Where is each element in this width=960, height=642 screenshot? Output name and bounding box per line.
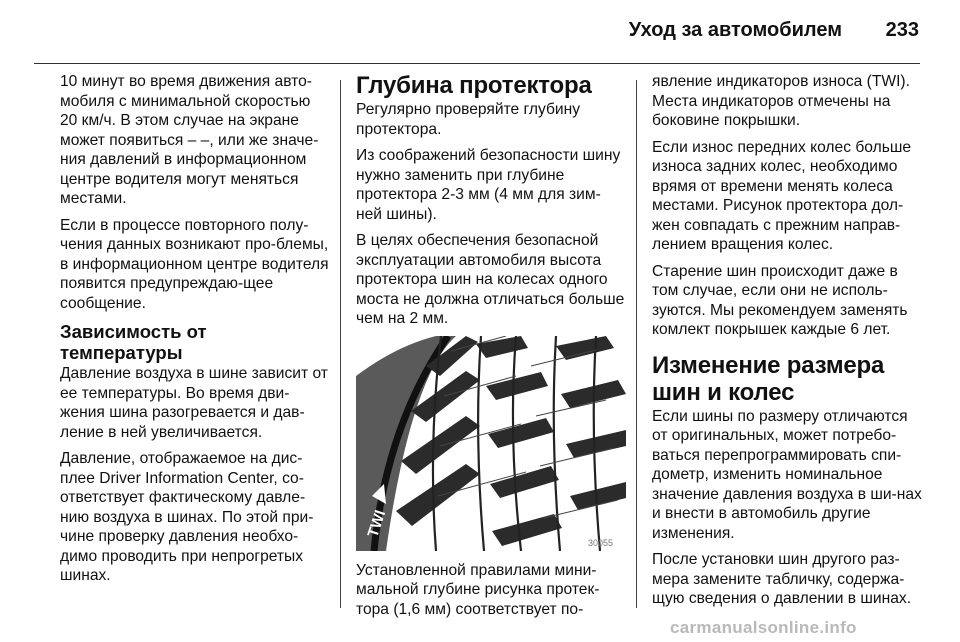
paragraph: Установленной правилами мини-мальной глубине рисунка протек-тора (1,6 мм) соответствует по-	[356, 561, 600, 618]
paragraph: Давление воздуха в шине зависит от ее температуры. Во время дви-жения шина разогревается и дав-ление в ней увеличивается.	[60, 365, 328, 441]
tire-tread-illustration	[356, 336, 626, 551]
subheading-temperature: Зависимость от температуры	[60, 321, 207, 363]
column-1	[60, 72, 330, 593]
paragraph: Давление, отображаемое на дис-плее Driver Information Center, со-ответствует фактическому давле-нию воздуха в шинах. По этой при-чине проверку давления необхо-димо проводить при непрогретых шинах.	[60, 450, 314, 584]
column-2	[356, 72, 626, 626]
twi-label: TWI	[364, 507, 390, 539]
page-header	[0, 0, 960, 70]
paragraph: Из соображений безопасности шину нужно заменить при глубине протектора 2-3 мм (4 мм для зим-ней шины).	[356, 147, 621, 223]
paragraph: После установки шин другого раз-мера замените табличку, содержа-щую сведения о давлении в шинах.	[652, 551, 912, 607]
paragraph: 10 минут во время движения авто-мобиля с минимальной скоростью 20 км/ч. В этом случае на экране может появиться – –, или же значе-ния давлений в информационном центре водителя могут меняться местами.	[60, 73, 319, 207]
paragraph: Если шины по размеру отличаются от оригинальных, может потребо-ваться перепрограммировать спи-дометр, изменить номинальное значение давления воздуха в ши-нах и внести в автомобиль другие изменения.	[652, 407, 922, 542]
column-3	[652, 72, 924, 616]
watermark: carmanualsonline.info	[670, 618, 857, 637]
figure-code: 30055	[588, 537, 614, 548]
header-divider	[34, 63, 920, 64]
heading-tread-depth: Глубина протектора	[356, 72, 592, 99]
paragraph: Старение шин происходит даже в том случае, если они не исполь-зуются. Мы рекомендуем заменять комлект покрышек каждые 6 лет.	[652, 262, 908, 338]
paragraph: В целях обеспечения безопасной эксплуатации автомобиля высота протектора шин на колесах одного моста не должна отличаться больше чем на 2 мм.	[356, 232, 625, 327]
heading-tire-size-change: Изменение размера шин и колес	[652, 351, 885, 406]
column-divider-1	[340, 80, 341, 608]
paragraph: Если износ передних колес больше износа задних колес, необходимо врямя от времени менять колеса местами. Рисунок протектора дол-жен совпадать с прежним направ-лением вращения колес.	[652, 138, 912, 253]
column-divider-2	[636, 80, 637, 608]
paragraph: Если в процессе повторного полу-чения данных возникают про-блемы, в информационном центре водителя появится предупреждаю-щее сообщение.	[60, 216, 329, 312]
paragraph: Регулярно проверяйте глубину протектора.	[356, 101, 581, 138]
page-number: 233	[885, 19, 919, 41]
section-title: Уход за автомобилем	[628, 19, 842, 41]
paragraph: явление индикаторов износа (TWI). Места индикаторов отмечены на боковине покрышки.	[652, 73, 910, 129]
